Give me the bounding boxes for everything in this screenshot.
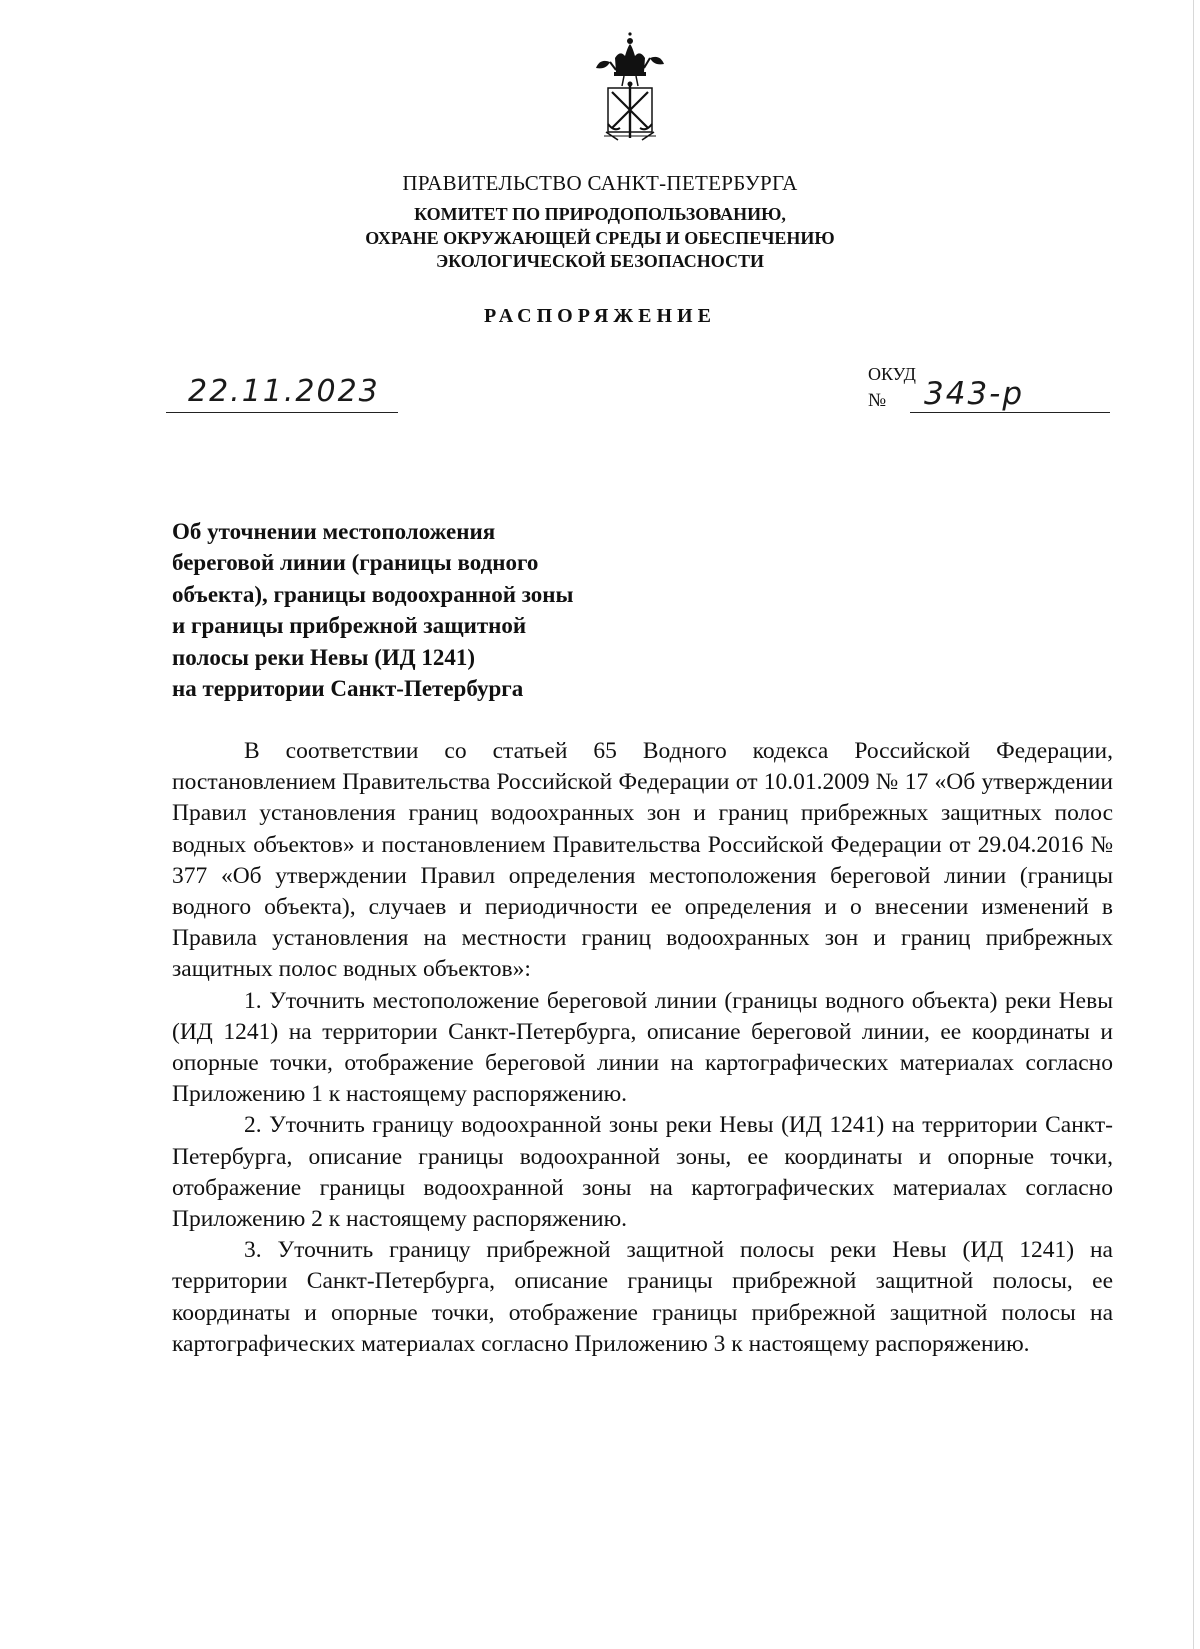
date-field	[166, 372, 398, 413]
document-type: РАСПОРЯЖЕНИЕ	[484, 305, 716, 327]
subject-line: Об уточнении местоположения	[172, 519, 496, 544]
committee-name-line-3: ЭКОЛОГИЧЕСКОЙ БЕЗОПАСНОСТИ	[435, 251, 765, 271]
subject-line: на территории Санкт-Петербурга	[172, 676, 524, 702]
scan-edge-line	[1193, 0, 1194, 1649]
st-petersburg-coat-of-arms-icon	[594, 28, 666, 146]
number-sign: №	[868, 390, 887, 411]
clause-1-paragraph: 1. Уточнить местоположение береговой линии (границы водного объекта) реки Невы (ИД 1241) на территории Санкт-Петербурга, описание береговой линии, ее координаты и опорные точки, отображение береговой линии на картографических материалах согласно Приложению 1 к настоящему распоряжению.	[172, 987, 1113, 1108]
committee-name-line-1: КОМИТЕТ ПО ПРИРОДОПОЛЬЗОВАНИЮ,	[414, 204, 786, 224]
handwritten-date: 22.11.2023	[188, 374, 380, 409]
government-title: ПРАВИТЕЛЬСТВО САНКТ-ПЕТЕРБУРГА	[402, 171, 798, 195]
handwritten-number: 343-р	[924, 376, 1025, 412]
committee-name	[250, 203, 950, 274]
clause-3-paragraph: 3. Уточнить границу прибрежной защитной полосы реки Невы (ИД 1241) на территории Санкт-Петербурга, описание границы прибрежной защитной полосы, ее координаты и опорные точки, отображение границы прибрежной защитной полосы на картографических материалах согласно Приложению 3 к настоящему распоряжению.	[172, 1237, 1113, 1357]
subject-line: и границы прибрежной защитной	[172, 613, 527, 639]
okud-label: ОКУД	[868, 364, 916, 384]
subject-line: объекта), границы водоохранной зоны	[172, 581, 574, 607]
document-body	[172, 736, 1113, 1360]
subject-line: полосы реки Невы (ИД 1241)	[172, 644, 476, 670]
number-field	[910, 376, 1110, 413]
clause-2-paragraph: 2. Уточнить границу водоохранной зоны реки Невы (ИД 1241) на территории Санкт-Петербурга, описание границы водоохранной зоны, ее координаты и опорные точки, отображение границы водоохранной зоны на картографических материалах согласно Приложению 2 к настоящему распоряжению.	[172, 1112, 1113, 1233]
subject-line: береговой линии (границы водного	[172, 550, 539, 576]
document-subject	[172, 516, 692, 704]
committee-name-line-2: ОХРАНЕ ОКРУЖАЮЩЕЙ СРЕДЫ И ОБЕСПЕЧЕНИЮ	[365, 227, 835, 248]
preamble-paragraph: В соответствии со статьей 65 Водного кодекса Российской Федерации, постановлением Правительства Российской Федерации от 10.01.2009 № 17 «Об утверждении Правил установления границ водоохранных зон и границ прибрежных защитных полос водных объектов» и постановлением Правительства Российской Федерации от 29.04.2016 № 377 «Об утверждении Правил определения местоположения береговой линии (границы водного объекта), случаев и периодичности ее определения и о внесении изменений в Правила установления на местности границ водоохранных зон и границ прибрежных защитных полос водных объектов»:	[172, 738, 1113, 983]
